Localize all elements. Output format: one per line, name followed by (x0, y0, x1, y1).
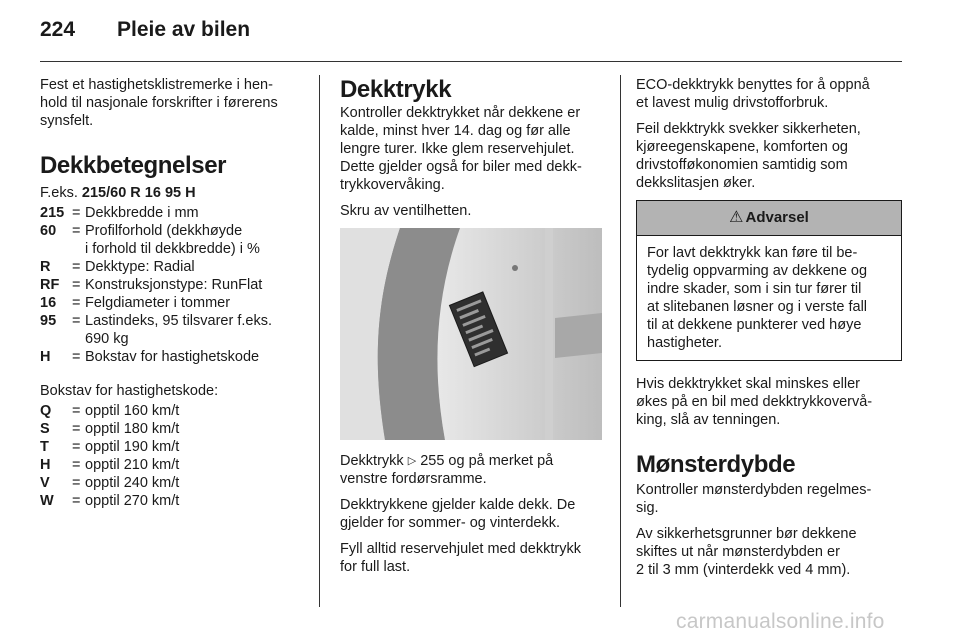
speed-code-table (40, 402, 306, 510)
text-line: trykkovervåking. (340, 177, 445, 193)
speed-value: opptil 270 km/t (85, 493, 180, 509)
speed-equals: = (72, 403, 81, 419)
page-reference-text[interactable]: 255 og på merket på (420, 453, 554, 469)
spec-equals: = (72, 259, 81, 275)
text-line: kjøreegenskapene, komforten og (636, 139, 848, 155)
text-line: Felgdiameter i tommer (85, 295, 231, 311)
tire-spec-table (40, 204, 306, 366)
page-number: 224 (40, 18, 76, 41)
speed-value: opptil 160 km/t (85, 403, 180, 419)
text-line: Fest et hastighetsklistremerke i hen- (40, 77, 273, 93)
text-line: Fyll alltid reservehjulet med dekktrykk (340, 541, 581, 557)
spec-description (85, 258, 306, 276)
text-line: king, slå av tenningen. (636, 412, 781, 428)
text-line: Feil dekktrykk svekker sikkerheten, (636, 121, 861, 137)
text-line: dekkslitasjen øker. (636, 175, 756, 191)
text-line: økes på en bil med dekktrykkovervå- (636, 394, 873, 410)
cold-tires-paragraph (340, 496, 606, 532)
speed-equals: = (72, 493, 81, 509)
text-line: Av sikkerhetsgrunner bør dekkene (636, 526, 857, 542)
spec-equals: = (72, 205, 81, 221)
speed-row (40, 474, 306, 492)
text-line: Dekktrykkene gjelder kalde dekk. De (340, 497, 576, 513)
column-1 (40, 76, 306, 510)
speed-sticker-paragraph (40, 76, 306, 130)
spec-row (40, 312, 306, 348)
text-line: Dekkbredde i mm (85, 205, 199, 221)
wrong-pressure-paragraph (636, 120, 902, 192)
spec-description (85, 348, 306, 366)
section-heading-tire-pressure: Dekktrykk (340, 76, 452, 103)
monitoring-ignition-paragraph (636, 375, 902, 429)
section-heading-tread-depth: Mønsterdybde (636, 451, 796, 478)
text-line: at slitebanen løsner og i verste fall (647, 299, 868, 315)
column-2 (340, 76, 606, 584)
text-line: skiftes ut når mønsterdybden er (636, 544, 840, 560)
speed-row (40, 402, 306, 420)
text-line: For lavt dekktrykk kan føre til be- (647, 245, 858, 261)
warning-triangle-icon: ⚠ (729, 209, 744, 226)
text-line: tydelig oppvarming av dekkene og (647, 263, 868, 279)
speed-row (40, 492, 306, 510)
spec-equals: = (72, 223, 81, 239)
speed-key: Q (40, 403, 52, 419)
page-reference-arrow-icon: ▷ (407, 455, 417, 467)
speed-key: W (40, 493, 54, 509)
warning-box (636, 200, 902, 361)
text-fragment: Dekktrykk (340, 453, 404, 469)
spare-wheel-paragraph (340, 540, 606, 576)
warning-title: Advarsel (745, 209, 809, 226)
text-line: Kontroller dekktrykket når dekkene er (340, 105, 581, 121)
speed-value: opptil 180 km/t (85, 421, 180, 437)
speed-value: opptil 210 km/t (85, 457, 180, 473)
warning-header (637, 201, 901, 236)
text-line: Konstruksjonstype: RunFlat (85, 277, 263, 293)
text-line: Hvis dekktrykket skal minskes eller (636, 376, 860, 392)
text-line: lengre turer. Ikke glem reservehjulet. (340, 141, 575, 157)
column-3 (636, 76, 902, 587)
speed-row (40, 438, 306, 456)
speed-equals: = (72, 421, 81, 437)
speed-value: opptil 240 km/t (85, 475, 180, 491)
column-divider-1 (319, 75, 320, 607)
text-line: Dette gjelder også for biler med dekk- (340, 159, 582, 175)
text-line: 690 kg (85, 331, 129, 347)
text-line: ECO-dekktrykk benyttes for å oppnå (636, 77, 870, 93)
tire-pressure-reference-paragraph (340, 452, 606, 488)
text-line: Profilforhold (dekkhøyde (85, 223, 243, 239)
spec-description (85, 294, 306, 312)
spec-key: R (40, 259, 51, 275)
spec-equals: = (72, 313, 81, 329)
text-line: Dekktype: Radial (85, 259, 195, 275)
spec-row (40, 276, 306, 294)
spec-equals: = (72, 349, 81, 365)
text-line: hold til nasjonale forskrifter i førerens (40, 95, 278, 111)
spec-description (85, 312, 306, 348)
speed-key: T (40, 439, 49, 455)
valve-cap-paragraph: Skru av ventilhetten. (340, 203, 472, 219)
tire-pressure-check-paragraph (340, 104, 606, 194)
text-line: gjelder for sommer- og vinterdekk. (340, 515, 560, 531)
text-line: indre skader, som i sin tur fører til (647, 281, 862, 297)
text-line: til at dekkene punkterer ved høye (647, 317, 862, 333)
speed-row (40, 456, 306, 474)
eco-pressure-paragraph (636, 76, 902, 112)
text-line: Lastindeks, 95 tilsvarer f.eks. (85, 313, 272, 329)
spec-description (85, 204, 306, 222)
speed-equals: = (72, 457, 81, 473)
spec-description (85, 276, 306, 294)
text-line: 2 til 3 mm (vinterdekk ved 4 mm). (636, 562, 851, 578)
spec-key: RF (40, 277, 60, 293)
text-line: et lavest mulig drivstofforbruk. (636, 95, 829, 111)
spec-row (40, 204, 306, 222)
speed-equals: = (72, 475, 81, 491)
section-heading-tire-designations: Dekkbetegnelser (40, 152, 227, 179)
text-line: for full last. (340, 559, 411, 575)
text-line: sig. (636, 500, 659, 516)
replace-tires-paragraph (636, 525, 902, 579)
spec-key: 60 (40, 223, 57, 239)
example-prefix: F.eks. (40, 185, 78, 201)
text-line: hastigheter. (647, 335, 722, 351)
door-frame-tire-label-photo (340, 228, 602, 440)
spec-description (85, 222, 306, 258)
header-rule (40, 61, 902, 62)
speed-key: S (40, 421, 50, 437)
speed-code-title: Bokstav for hastighetskode: (40, 383, 219, 399)
speed-row (40, 420, 306, 438)
spec-equals: = (72, 277, 81, 293)
text-line: Kontroller mønsterdybden regelmes- (636, 482, 872, 498)
text-line: i forhold til dekkbredde) i % (85, 241, 260, 257)
spec-row (40, 258, 306, 276)
column-divider-2 (620, 75, 621, 607)
example-code: 215/60 R 16 95 H (81, 185, 196, 201)
spec-row (40, 348, 306, 366)
text-line: venstre fordørsramme. (340, 471, 487, 487)
spec-key: H (40, 349, 51, 365)
text-line: drivstofføkonomien samtidig som (636, 157, 848, 173)
text-line: synsfelt. (40, 113, 94, 129)
spec-row (40, 294, 306, 312)
spec-equals: = (72, 295, 81, 311)
check-tread-paragraph (636, 481, 902, 517)
example-line (40, 184, 306, 202)
warning-body (637, 236, 901, 360)
spec-row (40, 222, 306, 258)
text-line: kalde, minst hver 14. dag og før alle (340, 123, 571, 139)
speed-key: H (40, 457, 51, 473)
text-line: Bokstav for hastighetskode (85, 349, 260, 365)
speed-value: opptil 190 km/t (85, 439, 180, 455)
chapter-title: Pleie av bilen (117, 18, 251, 41)
spec-key: 16 (40, 295, 57, 311)
watermark: carmanualsonline.info (676, 610, 885, 633)
spec-key: 95 (40, 313, 57, 329)
spec-key: 215 (40, 205, 65, 221)
speed-equals: = (72, 439, 81, 455)
speed-key: V (40, 475, 50, 491)
